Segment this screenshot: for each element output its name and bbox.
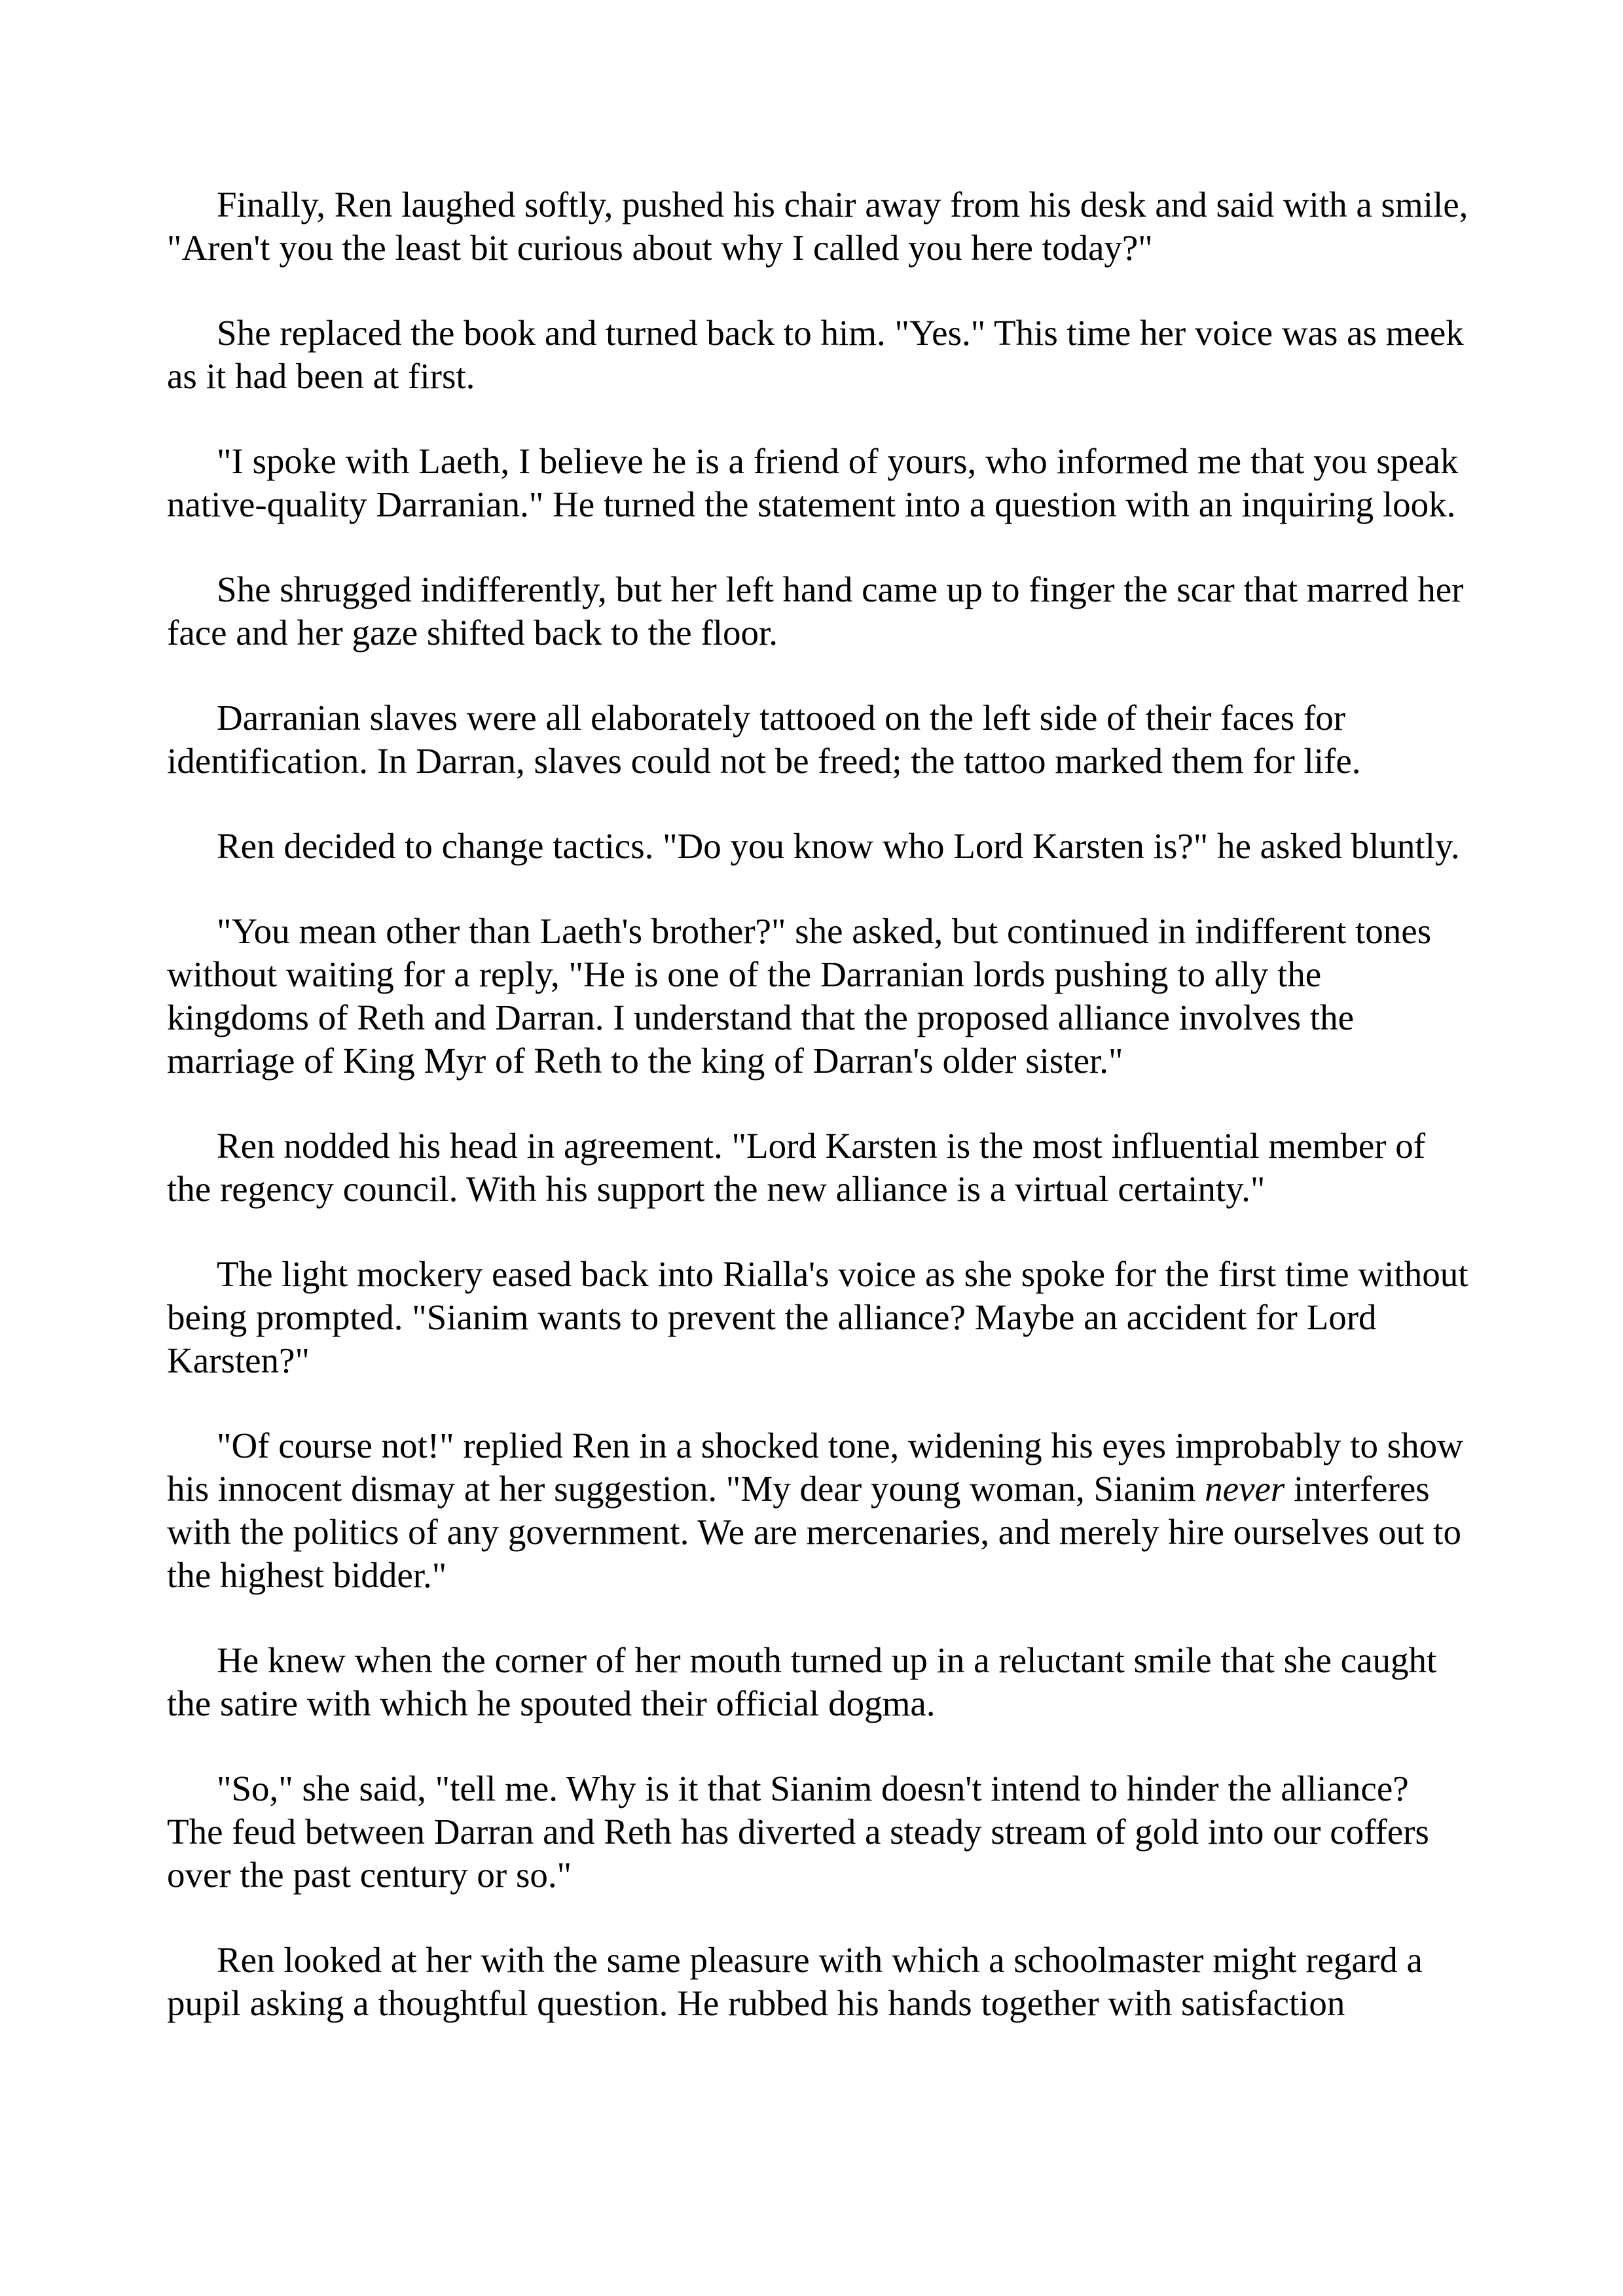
paragraph: She replaced the book and turned back to him. "Yes." This time her voice was as meek as it had been at first. <box>167 313 1464 396</box>
paragraph-text: interferes with the politics of any government. We are mercenaries, and merely hire ourselves out to the highest bidder." <box>167 1469 1461 1595</box>
paragraph: Ren looked at her with the same pleasure with which a schoolmaster might regard a pupil asking a thoughtful question. He rubbed his hands together with satisfaction <box>167 1940 1423 2023</box>
paragraph: He knew when the corner of her mouth turned up in a reluctant smile that she caught the satire with which he spouted their official dogma. <box>167 1640 1437 1723</box>
paragraph-with-emphasis <box>167 1424 1470 1597</box>
paragraph: The light mockery eased back into Rialla's voice as she spoke for the first time without being prompted. "Sianim wants to prevent the alliance? Maybe an accident for Lord Karsten?" <box>167 1254 1468 1380</box>
paragraph: Darranian slaves were all elaborately tattooed on the left side of their faces for identification. In Darran, slaves could not be freed; the tattoo marked them for life. <box>167 698 1361 781</box>
paragraph: Ren decided to change tactics. "Do you know who Lord Karsten is?" he asked bluntly. <box>217 826 1460 866</box>
paragraph: She shrugged indifferently, but her left hand came up to finger the scar that marred her face and her gaze shifted back to the floor. <box>167 569 1464 653</box>
body-text <box>167 183 1470 2025</box>
paragraph: Finally, Ren laughed softly, pushed his chair away from his desk and said with a smile, "Aren't you the least bit curious about why I called you here today?" <box>167 185 1468 268</box>
emphasized-word: never <box>1205 1469 1285 1509</box>
paragraph: "So," she said, "tell me. Why is it that Sianim doesn't intend to hinder the alliance? The feud between Darran and Reth has diverted a steady stream of gold into our coffers over the past century or so." <box>167 1768 1429 1895</box>
paragraph: "I spoke with Laeth, I believe he is a friend of yours, who informed me that you speak native-quality Darranian." He turned the statement into a question with an inquiring look. <box>167 441 1459 524</box>
paragraph: "You mean other than Laeth's brother?" she asked, but continued in indifferent tones without waiting for a reply, "He is one of the Darranian lords pushing to ally the kingdoms of Reth and Darran. I understand that the proposed alliance involves the marriage of King Myr of Reth to the king of Darran's older sister." <box>167 911 1432 1081</box>
paragraph-text: "Of course not!" replied Ren in a shocked tone, widening his eyes improbably to show his innocent dismay at her suggestion. "My dear young woman, Sianim <box>167 1426 1463 1509</box>
paragraph: Ren nodded his head in agreement. "Lord Karsten is the most influential member of the regency council. With his support the new alliance is a virtual certainty." <box>167 1126 1426 1209</box>
